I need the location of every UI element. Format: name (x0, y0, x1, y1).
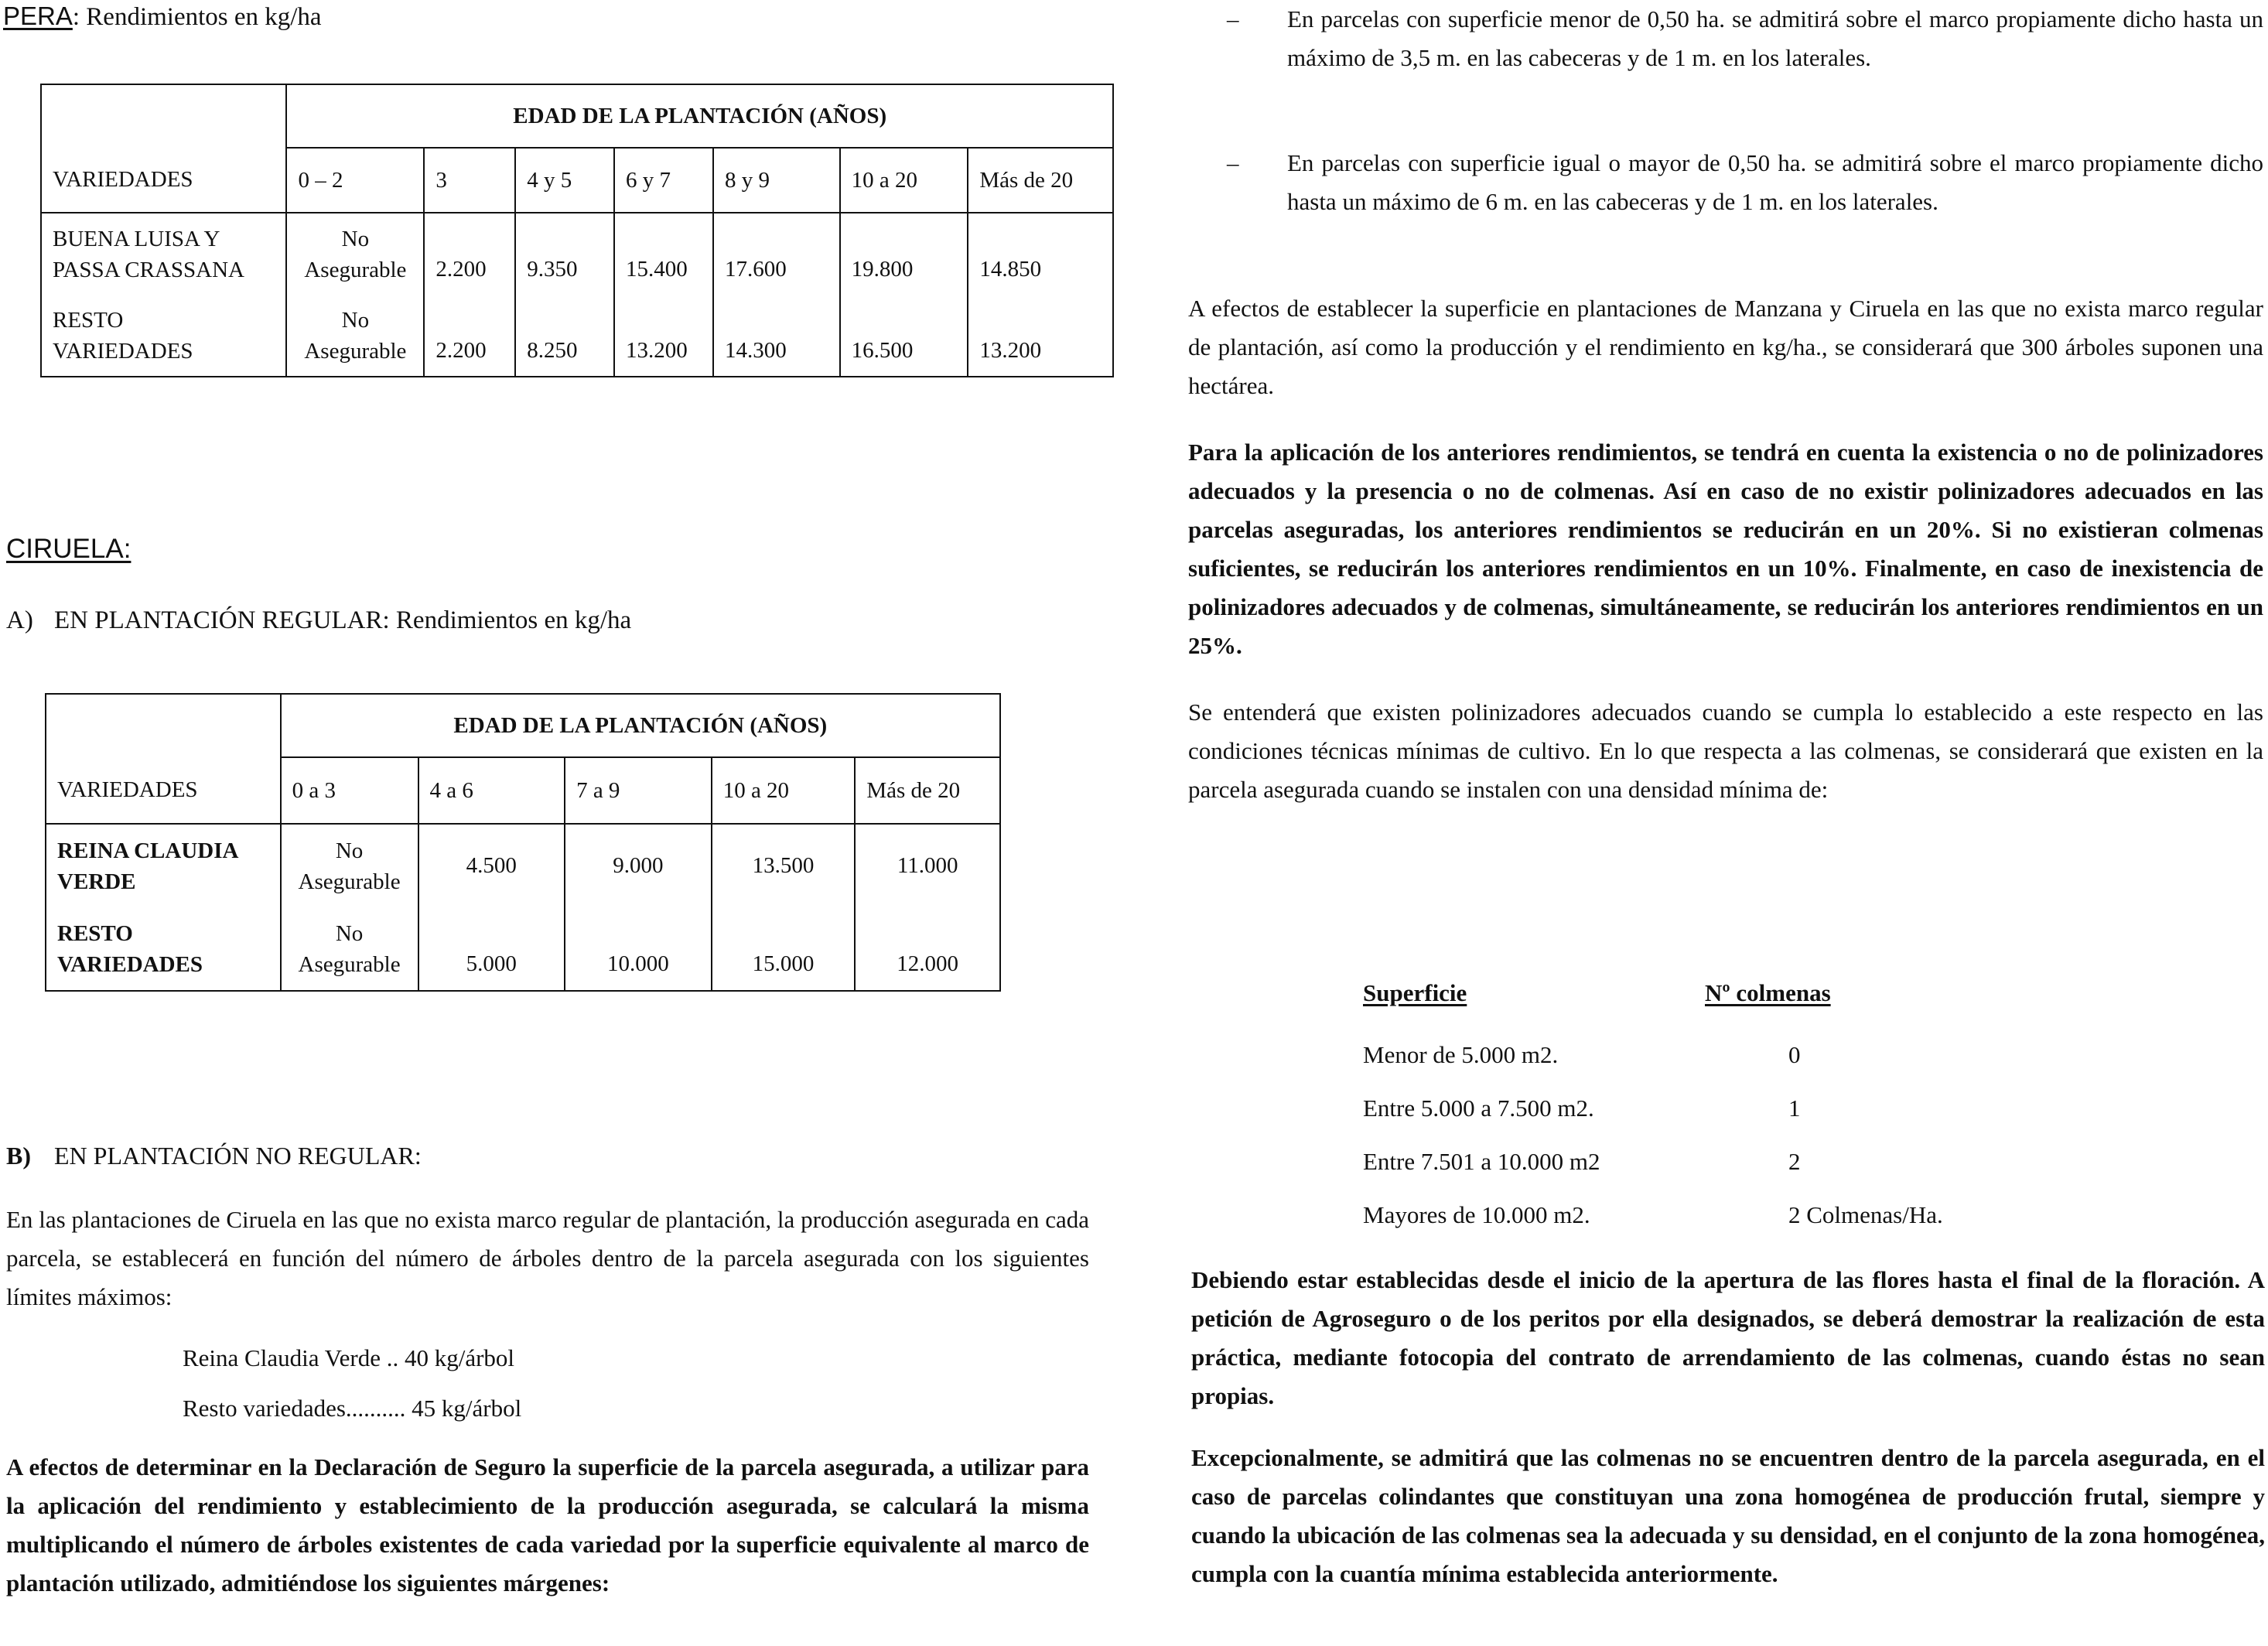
value-cell: 2.200 (424, 295, 515, 377)
para-establecidas: Debiendo estar establecidas desde el inicio de la apertura de las flores hasta el final de la floración. A petición de Agroseguro o de los peritos por ella designados, se deberá demostrar la realización de esta práctica, mediante fotocopia del contrato de arrendamiento de las colmenas, cuando éstas no sean propias. (1191, 1266, 2265, 1409)
pera-heading (3, 2, 322, 32)
value-cell: 15.000 (712, 907, 856, 991)
colmenas-superficie: Entre 7.501 a 10.000 m2 (1363, 1148, 1600, 1175)
pera-corner-cell (41, 84, 286, 148)
variety-line: VARIEDADES (57, 951, 203, 977)
ciruela-col-variedades: VARIEDADES (46, 757, 281, 824)
ciruela-age-col: 0 a 3 (281, 757, 418, 824)
variety-line: VARIEDADES (53, 338, 193, 364)
para-efectos-superficie: A efectos de establecer la superficie en plantaciones de Manzana y Ciruela en las que no exista marco regular de plantación, así como la producción y el rendimiento en kg/ha., se considerará que 300 árboles suponen una hectárea. (1188, 295, 2263, 399)
ciruela-first-cell (281, 907, 418, 991)
pera-age-col: Más de 20 (968, 148, 1113, 213)
value-cell: 16.500 (840, 295, 968, 377)
value-cell: 8.250 (515, 295, 614, 377)
first-line: No (341, 307, 370, 333)
ciruela-corner-cell (46, 694, 281, 757)
pera-age-col: 4 y 5 (515, 148, 614, 213)
colmenas-superficie: Mayores de 10.000 m2. (1363, 1201, 1590, 1228)
pera-variety-cell (41, 295, 286, 377)
variety-line: VERDE (57, 869, 136, 894)
pera-group-header: EDAD DE LA PLANTACIÓN (AÑOS) (286, 84, 1113, 148)
value-cell: 14.850 (968, 213, 1113, 295)
para-excepcionalmente: Excepcionalmente, se admitirá que las colmenas no se encuentren dentro de la parcela asegurada, en el caso de parcelas colindantes que constituyan una zona homogénea de producción frutal, siempre y cuando la ubicación de las colmenas sea la adecuada y su densidad, en el conjunto de la zona homogénea, cumpla con la cuantía mínima establecida anteriormente. (1191, 1444, 2265, 1587)
value-cell: 15.400 (614, 213, 713, 295)
variety-line: RESTO (53, 307, 124, 333)
para-colmenas-densidad: Se entenderá que existen polinizadores adecuados cuando se cumpla lo establecido a este respecto en las condiciones técnicas mínimas de cultivo. En lo que respecta a las colmenas, se considerará que existen en la parcela asegurada cuando se instalen con una densidad mínima de: (1188, 698, 2263, 803)
ciruela-group-header: EDAD DE LA PLANTACIÓN (AÑOS) (281, 694, 1000, 757)
colmenas-header-superficie: Superficie (1363, 979, 1467, 1006)
pera-age-col: 0 – 2 (286, 148, 424, 213)
value-cell: 9.000 (565, 824, 712, 907)
pera-table (40, 84, 1114, 377)
table-row (41, 213, 1113, 295)
bullet-menor (1227, 0, 2263, 77)
limit-reina-claudia: Reina Claudia Verde .. 40 kg/árbol (183, 1344, 515, 1371)
pera-age-col: 8 y 9 (713, 148, 840, 213)
pera-first-cell (286, 295, 424, 377)
value-cell: 17.600 (713, 213, 840, 295)
bullet-mayor (1227, 144, 2263, 221)
table-row (46, 907, 1000, 991)
value-cell: 13.500 (712, 824, 856, 907)
variety-line: BUENA LUISA Y (53, 226, 220, 251)
variety-line: PASSA CRASSANA (53, 257, 244, 282)
section-a-letter: A) (6, 606, 33, 634)
first-line: No (341, 226, 370, 251)
colmenas-num: 0 (1788, 1041, 1801, 1068)
first-line: Asegurable (304, 257, 407, 282)
pera-variety-cell (41, 213, 286, 295)
bullet-dash: – (1227, 5, 1239, 32)
first-line: Asegurable (304, 338, 407, 364)
limit-resto-variedades: Resto variedades.......... 45 kg/árbol (183, 1395, 522, 1422)
ciruela-age-col: Más de 20 (855, 757, 1000, 824)
ciruela-age-col: 10 a 20 (712, 757, 856, 824)
value-cell: 14.300 (713, 295, 840, 377)
pera-age-col: 3 (424, 148, 515, 213)
value-cell: 19.800 (840, 213, 968, 295)
bullet-text: En parcelas con superficie igual o mayor de 0,50 ha. se admitirá sobre el marco propiamente dicho hasta un máximo de 6 m. en las cabeceras y de 1 m. en los laterales. (1287, 149, 2263, 215)
table-row (41, 295, 1113, 377)
first-line: Asegurable (298, 951, 401, 977)
pera-age-col: 6 y 7 (614, 148, 713, 213)
value-cell: 10.000 (565, 907, 712, 991)
section-a-text: EN PLANTACIÓN REGULAR: Rendimientos en kg/ha (54, 606, 632, 634)
colmenas-superficie: Entre 5.000 a 7.500 m2. (1363, 1094, 1594, 1122)
value-cell: 13.200 (614, 295, 713, 377)
pera-heading-label: PERA (3, 2, 73, 30)
bullet-dash: – (1227, 149, 1239, 176)
value-cell: 11.000 (855, 824, 1000, 907)
value-cell: 13.200 (968, 295, 1113, 377)
section-b-letter: B) (6, 1142, 31, 1170)
ciruela-age-col: 7 a 9 (565, 757, 712, 824)
pera-age-col: 10 a 20 (840, 148, 968, 213)
value-cell: 9.350 (515, 213, 614, 295)
value-cell: 5.000 (418, 907, 565, 991)
first-line: No (335, 838, 364, 863)
section-b-declaracion: A efectos de determinar en la Declaración de Seguro la superficie de la parcela asegurada, a utilizar para la aplicación del rendimiento y establecimiento de la producción asegurada, se calculará la misma multiplicando el número de árboles existentes de cada variedad por la superficie equivalente al marco de plantación utilizado, admitiéndose los siguientes márgenes: (6, 1453, 1089, 1596)
variety-line: RESTO (57, 920, 133, 946)
colmenas-num: 1 (1788, 1094, 1801, 1122)
ciruela-variety-cell (46, 824, 281, 907)
section-b-intro: En las plantaciones de Ciruela en las que no exista marco regular de plantación, la producción asegurada en cada parcela, se establecerá en función del número de árboles dentro de la parcela asegurada con los siguientes límites máximos: (6, 1206, 1089, 1310)
first-line: Asegurable (298, 869, 401, 894)
pera-first-cell (286, 213, 424, 295)
first-line: No (335, 920, 364, 946)
ciruela-heading: CIRUELA: (6, 534, 132, 564)
value-cell: 2.200 (424, 213, 515, 295)
section-a-title (6, 606, 631, 635)
ciruela-variety-cell (46, 907, 281, 991)
colmenas-superficie: Menor de 5.000 m2. (1363, 1041, 1559, 1068)
section-b-title (6, 1142, 422, 1170)
value-cell: 4.500 (418, 824, 565, 907)
colmenas-num: 2 (1788, 1148, 1801, 1175)
ciruela-first-cell (281, 824, 418, 907)
value-cell: 12.000 (855, 907, 1000, 991)
variety-line: REINA CLAUDIA (57, 838, 239, 863)
section-b-text: EN PLANTACIÓN NO REGULAR: (54, 1142, 422, 1170)
ciruela-age-col: 4 a 6 (418, 757, 565, 824)
table-row (46, 824, 1000, 907)
pera-heading-rest: : Rendimientos en kg/ha (72, 3, 322, 31)
para-polinizadores: Para la aplicación de los anteriores rendimientos, se tendrá en cuenta la existencia o no de polinizadores adecuados y la presencia o no de colmenas. Así en caso de no existir polinizadores adecuados en las parcelas aseguradas, los anteriores rendimientos se reducirán en un 20%. Si no existieran colmenas suficientes, se reducirán los anteriores rendimientos en un 10%. Finalmente, en caso de inexistencia de polinizadores adecuados y de colmenas, simultáneamente, se reducirán los anteriores rendimientos en un 25%. (1188, 439, 2263, 659)
colmenas-num: 2 Colmenas/Ha. (1788, 1201, 1943, 1228)
pera-col-variedades: VARIEDADES (41, 148, 286, 213)
colmenas-header-num: Nº colmenas (1705, 979, 1831, 1006)
ciruela-table (45, 693, 1001, 992)
bullet-text: En parcelas con superficie menor de 0,50 ha. se admitirá sobre el marco propiamente dicho hasta un máximo de 3,5 m. en las cabeceras y de 1 m. en los laterales. (1287, 5, 2263, 71)
